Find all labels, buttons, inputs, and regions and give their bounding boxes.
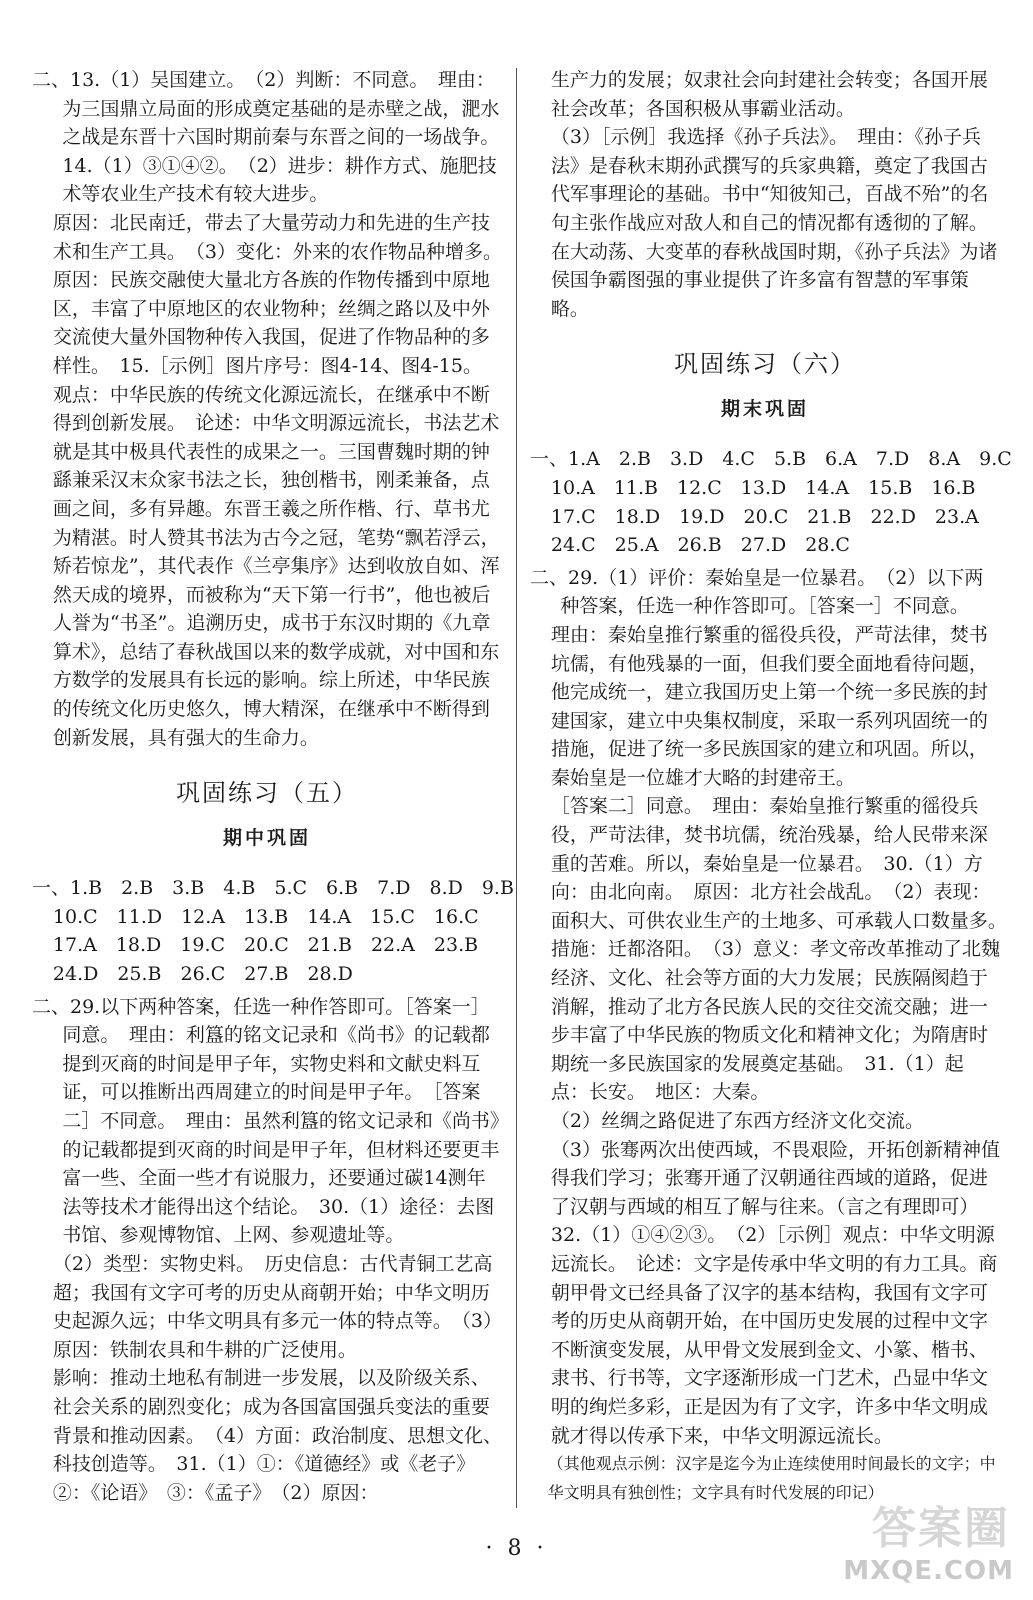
watermark-logo-text: 答案圈 bbox=[872, 1503, 1010, 1554]
answer-paragraph: 理由：秦始皇推行繁重的徭役兵役，严苛法律，焚书坑儒，有他残暴的一面，但我们要全面地看待问题，他完成统一，建立我国历史上第一个统一多民族的封建国家，建立中央集权制度，采取一系列巩固统一的措施，促进了统一多民族国家的建立和巩固。所以，秦始皇是一位雄才大略的封建帝王。 bbox=[550, 623, 988, 789]
section-subtitle: 期末巩固 bbox=[720, 398, 809, 421]
answer-paragraph: 二、13.（1）吴国建立。 （2）判断：不同意。 理由：为三国鼎立局面的形成奠定基础的是赤壁之战，淝水之战是东晋十六国时期前秦与东晋之间的一场战争。 14.（1）③①④②。 （2）进步：耕作方式、施肥技术等农业生产技术有较大进步。 bbox=[32, 69, 509, 206]
choice-row: 24.D 25.B 26.C 27.B 28.D bbox=[52, 963, 353, 986]
choice-row: 一、1.A 2.B 3.D 4.C 5.B 6.A 7.D 8.A 9.C bbox=[530, 448, 1012, 471]
choice-row: 24.C 25.A 26.B 27.D 28.C bbox=[550, 534, 850, 557]
choice-row: 17.C 18.D 19.D 20.C 21.B 22.D 23.A bbox=[550, 505, 979, 528]
answer-paragraph: 二、29.以下两种答案，任选一种作答即可。［答案一］同意。 理由：利簋的铭文记录和《尚书》的记载都提到灭商的时间是甲子年，实物史料和文献史料互证，可以推断出西周建立的时间是甲子年。 ［答案二］不同意。 理由：虽然利簋的铭文记录和《尚书》的记载都提到灭商的时间是甲子年，但材料还要更丰富一些、全面一些才有说服力，还要通过碳14测年法等技术才能得出这个结论。 30.（1）途径：去图书馆、参观博物馆、上网、参观遗址等。 bbox=[32, 995, 500, 1247]
watermark-logo bbox=[810, 1486, 1020, 1592]
column-divider bbox=[516, 68, 517, 1508]
answer-paragraph: （3）［示例］我选择《孙子兵法》。 理由：《孙子兵法》是春秋末期孙武撰写的兵家典籍，奠定了我国古代军事理论的基础。书中“知彼知己，百战不殆”的名句主张作战应对敌人和自己的情况都有透彻的了解。在大动荡、大变革的春秋战国时期，《孙子兵法》为诸侯国争霸图强的事业提供了许多富有智慧的军事策略。 bbox=[550, 126, 998, 320]
choice-row: 一、1.B 2.B 3.B 4.B 5.C 6.B 7.D 8.D 9.B bbox=[32, 877, 514, 900]
answer-note: （其他观点示例：汉字是迄今为止连续使用时间最长的文字；中华文明具有独创性；文字具有时代发展的印记） bbox=[547, 1454, 996, 1502]
choice-row: 17.A 18.D 19.C 20.C 21.B 22.A 23.B bbox=[52, 934, 479, 957]
answer-paragraph: ［答案二］同意。 理由：秦始皇推行繁重的徭役兵役，严苛法律，焚书坑儒，统治残暴，给人民带来深重的苦难。所以，秦始皇是一位暴君。 30.（1）方向：由北向南。 原因：北方社会战乱。 （2）表现：面积大、可供农业生产的土地多、可承载人口数量多。 措施：迁都洛阳。 （3）意义：孝文帝改革推动了北魏经济、文化、社会等方面的大力发展；民族隔阂趋于消解，推动了北方各民族人民的交往交流交融；进一步丰富了中华民族的物质文化和精神文化；为隋唐时期统一多民族国家的发展奠定基础。 31.（1）起点：长安。 地区：大秦。 bbox=[550, 795, 1017, 1104]
answer-paragraph: 二、29.（1）评价：秦始皇是一位暴君。 （2）以下两种答案，任选一种作答即可。［答案一］不同意。 bbox=[530, 566, 984, 618]
right-column bbox=[530, 66, 1017, 1507]
answer-paragraph: （2）类型：实物史料。 历史信息：古代青铜工艺高超；我国有文字可考的历史从商朝开始；中华文明历史起源久远；中华文明具有多元一体的特点等。 （3）原因：铁制农具和牛耕的广泛使用。 bbox=[52, 1252, 502, 1361]
answer-paragraph: （2）丝绸之路促进了东西方经济文化交流。 bbox=[550, 1110, 924, 1132]
choice-row: 10.A 11.B 12.C 13.D 14.A 15.B 16.B bbox=[550, 476, 976, 499]
section-title: 巩固练习（六） bbox=[674, 350, 856, 379]
section-subtitle: 期中巩固 bbox=[222, 827, 311, 850]
page-number: · 8 · bbox=[485, 1536, 548, 1561]
section-title: 巩固练习（五） bbox=[176, 779, 358, 808]
watermark-site: MXQE.COM bbox=[843, 1556, 1014, 1586]
choice-row: 10.C 11.D 12.A 13.B 14.A 15.C 16.C bbox=[52, 905, 479, 928]
answer-paragraph: 原因：北民南迁，带去了大量劳动力和先进的生产技术和生产工具。 （3）变化：外来的农作物品种增多。 原因：民族交融使大量北方各族的作物传播到中原地区，丰富了中原地区的农业物种；丝绸之路以及中外交流使大量外国物种传入我国，促进了作物品种的多样性。 15.［示例］图片序号：图4-14、图4-15。 观点：中华民族的传统文化源远流长，在继承中不断得到创新发展。 论述：中华文明源远流长，书法艺术就是其中极具代表性的成果之一。三国曹魏时期的钟繇兼采汉末众家书法之长，独创楷书，刚柔兼备，点画之间，多有异趣。东晋王羲之所作楷、行、草书尤为精湛。时人赞其书法为古今之冠，笔势“飘若浮云，矫若惊龙”，其代表作《兰亭集序》达到收放自如、浑然天成的境界，而被称为“天下第一行书”，他也被后人誉为“书圣”。追溯历史，成书于东汉时期的《九章算术》，总结了春秋战国以来的数学成就，对中国和东方数学的发展具有长远的影响。综上所述，中华民族的传统文化历史悠久，博大精深，在继承中不断得到创新发展，具有强大的生命力。 bbox=[52, 211, 512, 749]
choice-answers bbox=[530, 445, 1012, 559]
answer-paragraph: 影响：推动土地私有制进一步发展，以及阶级关系、社会关系的剧烈变化；成为各国富国强兵变法的重要背景和推动因素。 （4）方面：政治制度、思想文化、科技创造等。 31.（1）①：《道德经》或《老子》 ②：《论语》 ③：《孟子》 （2）原因： bbox=[52, 1367, 502, 1504]
answer-paragraph: 生产力的发展；奴隶社会向封建社会转变；各国开展社会改革；各国积极从事霸业活动。 bbox=[550, 69, 988, 120]
answer-paragraph: （3）张骞两次出使西域，不畏艰险，开拓创新精神值得我们学习；张骞开通了汉朝通往西域的道路，促进了汉朝与西域的相互了解与往来。（言之有理即可） bbox=[550, 1138, 1000, 1218]
left-column bbox=[32, 66, 514, 1507]
answer-paragraph: 32.（1）①④②③。 （2）［示例］观点：中华文明源远流长。 论述：文字是传承中华文明的有力工具。商朝甲骨文已经具备了汉字的基本结构，我国有文字可考的历史从商朝开始，在中国历史发展的过程中文字不断演变发展，从甲骨文发展到金文、小篆、楷书、隶书、行书等，文字逐渐形成一门艺术，凸显中华文明的绚烂多彩，正是因为有了文字，许多中华文明成就才得以传承下来，中华文明源远流长。 bbox=[550, 1224, 998, 1447]
choice-answers bbox=[32, 874, 514, 988]
